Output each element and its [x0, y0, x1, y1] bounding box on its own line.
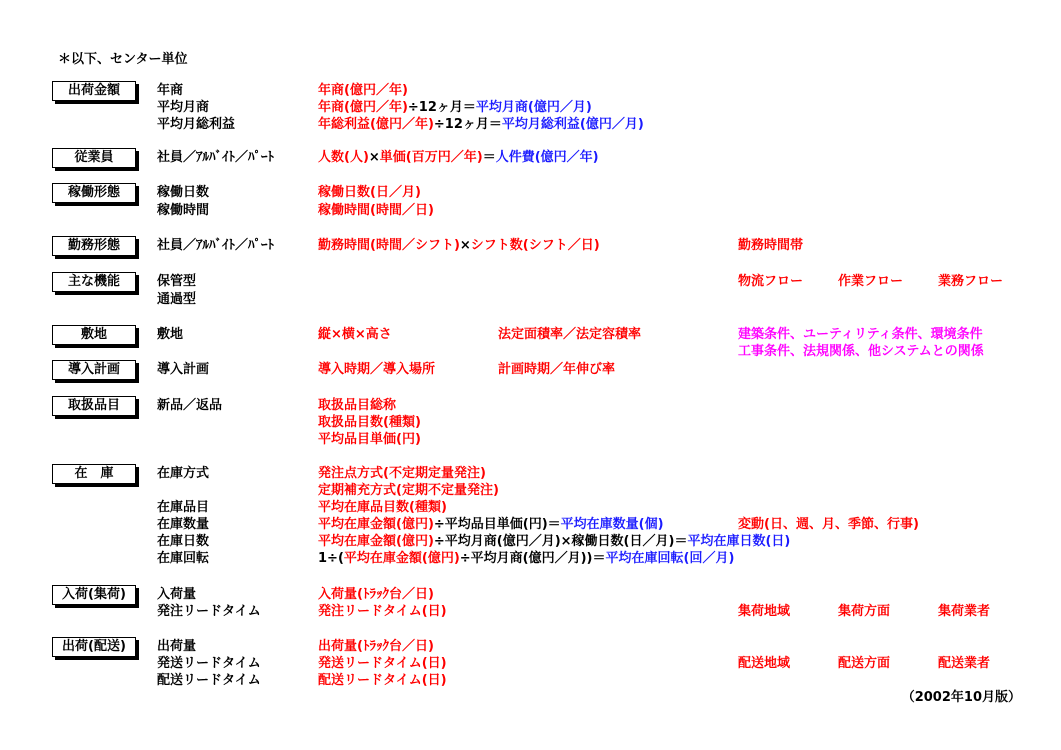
formula-part: 人数(人) — [318, 150, 369, 165]
row-item: 入荷量 — [157, 587, 197, 602]
variation-note: 変動(日、週、月、季節、行事) — [738, 517, 919, 532]
formula-part: 平均在庫金額(億円) — [318, 534, 434, 549]
conditions-line: 建築条件、ユーティリティ条件、環境条件 — [738, 327, 983, 342]
section-label-outbound: 出荷(配送) — [52, 637, 136, 657]
formula — [318, 551, 734, 567]
formula-part: 年総利益(億円／年) — [318, 117, 434, 132]
section-label-plan: 導入計画 — [52, 360, 136, 380]
row-item: 発送リードタイム — [157, 656, 261, 671]
extra-value: 集荷業者 — [938, 604, 991, 619]
row-item: 在庫方式 — [157, 466, 210, 481]
row-item: 稼働時間 — [157, 203, 210, 218]
formula-part: 年商(億円／年) — [318, 100, 408, 115]
extra-value: 配送業者 — [938, 656, 991, 671]
formula-op: ÷平均月商(億円／月)×稼働日数(日／月)＝ — [433, 534, 688, 549]
section-label-shipment: 出荷金額 — [52, 81, 136, 101]
row-item: 在庫数量 — [157, 517, 210, 532]
formula-result: 平均月総利益(億円／月) — [501, 117, 644, 132]
conditions-line: 工事条件、法規関係、他システムとの関係 — [738, 344, 984, 359]
section-label-operation: 稼働形態 — [52, 183, 136, 203]
formula — [318, 150, 599, 166]
row-item: 在庫日数 — [157, 534, 210, 549]
section-label-products: 取扱品目 — [52, 396, 136, 416]
formula-result: 平均在庫回転(回／月) — [605, 551, 735, 566]
section-label-site: 敷地 — [52, 325, 136, 345]
formula-part: 平均在庫金額(億円) — [343, 551, 460, 566]
row-value: 年商(億円／年) — [318, 83, 408, 98]
row-item: 社員／ｱﾙﾊﾞｲﾄ／ﾊﾟｰﾄ — [157, 238, 275, 253]
formula-result: 平均在庫日数(日) — [687, 534, 791, 549]
section-label-functions: 主な機能 — [52, 272, 136, 292]
formula — [318, 517, 664, 533]
formula-op: ÷平均品目単価(円)＝ — [433, 517, 561, 532]
row-item: 敷地 — [157, 327, 184, 342]
row-item: 平均月総利益 — [157, 117, 236, 132]
row-value: 計画時期／年伸び率 — [498, 362, 616, 377]
extra-value: 集荷地域 — [738, 604, 791, 619]
row-item: 出荷量 — [157, 639, 197, 654]
extra-value: 勤務時間帯 — [738, 238, 804, 253]
row-item: 新品／返品 — [157, 398, 223, 413]
extra-value: 集荷方面 — [838, 604, 891, 619]
formula-result: 平均月商(億円／月) — [475, 100, 592, 115]
row-item: 保管型 — [157, 274, 197, 289]
row-value: 発送リードタイム(日) — [318, 656, 447, 671]
formula-op: ÷12ヶ月＝ — [433, 117, 502, 132]
formula-result: 平均在庫数量(個) — [560, 517, 664, 532]
row-item: 在庫品目 — [157, 500, 210, 515]
formula — [318, 117, 644, 133]
formula-op: ＝ — [482, 150, 496, 165]
row-item: 在庫回転 — [157, 551, 210, 566]
row-value: 法定面積率／法定容積率 — [498, 327, 642, 342]
section-label-inbound: 入荷(集荷) — [52, 585, 136, 605]
row-value: 稼働時間(時間／日) — [318, 203, 434, 218]
formula-result: 人件費(億円／年) — [495, 150, 599, 165]
section-label-employees: 従業員 — [52, 148, 136, 168]
flow-item: 物流フロー — [738, 274, 804, 289]
row-value: 稼働日数(日／月) — [318, 185, 421, 200]
row-value: 導入時期／導入場所 — [318, 362, 436, 377]
row-value: 発注リードタイム(日) — [318, 604, 447, 619]
formula-part: 平均在庫金額(億円) — [318, 517, 434, 532]
row-value: 平均品目単価(円) — [318, 432, 421, 447]
row-item: 稼働日数 — [157, 185, 210, 200]
section-label-inventory: 在 庫 — [52, 464, 136, 484]
formula-op: × — [368, 150, 380, 165]
row-item: 導入計画 — [157, 362, 210, 377]
row-item: 発注リードタイム — [157, 604, 261, 619]
extra-value: 配送地域 — [738, 656, 791, 671]
row-value: 取扱品目総称 — [318, 398, 397, 413]
row-item: 平均月商 — [157, 100, 210, 115]
row-value: 縦×横×高さ — [318, 327, 392, 342]
formula-part: 単価(百万円／年) — [379, 150, 483, 165]
edition-note: （2002年10月版） — [901, 690, 1021, 705]
formula-part: シフト数(シフト／日) — [470, 238, 600, 253]
row-value: 平均在庫品目数(種類) — [318, 500, 447, 515]
row-item: 年商 — [157, 83, 184, 98]
formula-part: 勤務時間(時間／シフト) — [318, 238, 460, 253]
flow-item: 作業フロー — [838, 274, 904, 289]
row-item: 社員／ｱﾙﾊﾞｲﾄ／ﾊﾟｰﾄ — [157, 150, 275, 165]
row-value: 取扱品目数(種類) — [318, 415, 421, 430]
row-value: 配送リードタイム(日) — [318, 673, 447, 688]
row-value: 入荷量(ﾄﾗｯｸ台／日) — [318, 587, 434, 602]
flow-item: 業務フロー — [938, 274, 1004, 289]
row-value: 発注点方式(不定期定量発注) — [318, 466, 486, 481]
note: ＊以下、センター単位 — [58, 52, 188, 67]
row-value: 定期補充方式(定期不定量発注) — [318, 483, 499, 498]
row-value: 出荷量(ﾄﾗｯｸ台／日) — [318, 639, 434, 654]
formula-op: ÷平均月商(億円／月))＝ — [459, 551, 606, 566]
formula-op: ÷12ヶ月＝ — [407, 100, 476, 115]
row-item: 通過型 — [157, 292, 197, 307]
section-label-work-form: 勤務形態 — [52, 236, 136, 256]
extra-value: 配送方面 — [838, 656, 891, 671]
formula — [318, 100, 592, 116]
formula — [318, 534, 790, 550]
formula — [318, 238, 600, 254]
formula-op: × — [459, 238, 471, 253]
formula-op: 1÷( — [318, 551, 344, 566]
row-item: 配送リードタイム — [157, 673, 261, 688]
